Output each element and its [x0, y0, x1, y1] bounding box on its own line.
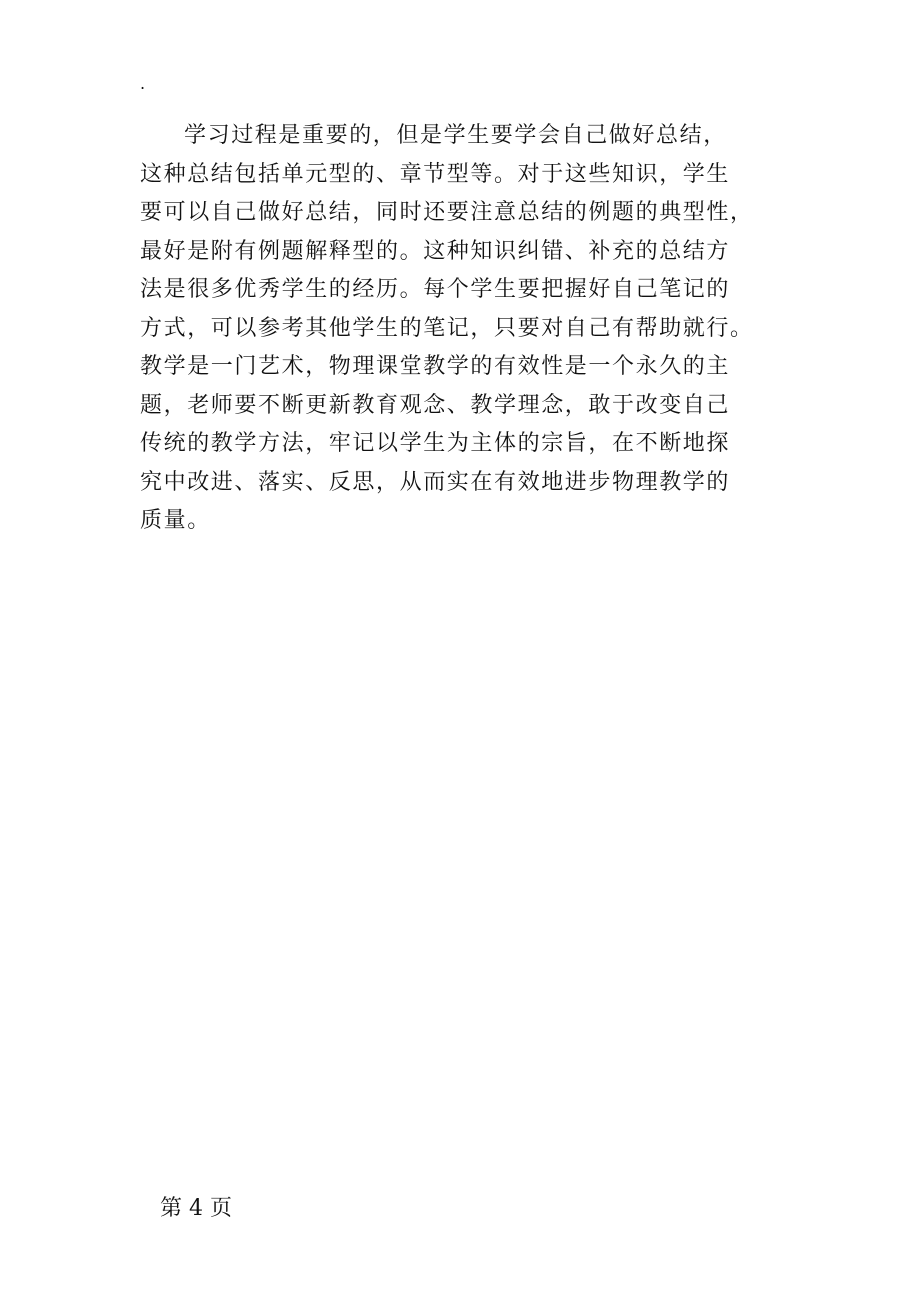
paragraph-line: 传统的教学方法，牢记以学生为主体的宗旨，在不断地探	[140, 431, 731, 456]
paragraph-line: 要可以自己做好总结，同时还要注意总结的例题的典型性，	[140, 200, 754, 225]
paragraph-line: 法是很多优秀学生的经历。每个学生要把握好自己笔记的	[140, 277, 731, 302]
page-number: 第 4 页	[160, 1196, 232, 1221]
paragraph-line: 题，老师要不断更新教育观念、教学理念，敢于改变自己	[140, 392, 731, 418]
paragraph-line: 质量。	[140, 508, 211, 533]
paragraph-line: 最好是附有例题解释型的。这种知识纠错、补充的总结方	[140, 238, 731, 264]
paragraph-line: 方式，可以参考其他学生的笔记，只要对自己有帮助就行。	[140, 315, 754, 341]
header-mark: .	[140, 74, 146, 93]
paragraph-line: 学习过程是重要的，但是学生要学会自己做好总结，	[184, 123, 727, 148]
body-paragraph	[140, 117, 800, 541]
paragraph-line: 教学是一门艺术，物理课堂教学的有效性是一个永久的主	[140, 354, 731, 379]
paragraph-line: 这种总结包括单元型的、章节型等。对于这些知识，学生	[140, 161, 731, 187]
paragraph-line: 究中改进、落实、反思，从而实在有效地进步物理教学的	[140, 469, 731, 495]
